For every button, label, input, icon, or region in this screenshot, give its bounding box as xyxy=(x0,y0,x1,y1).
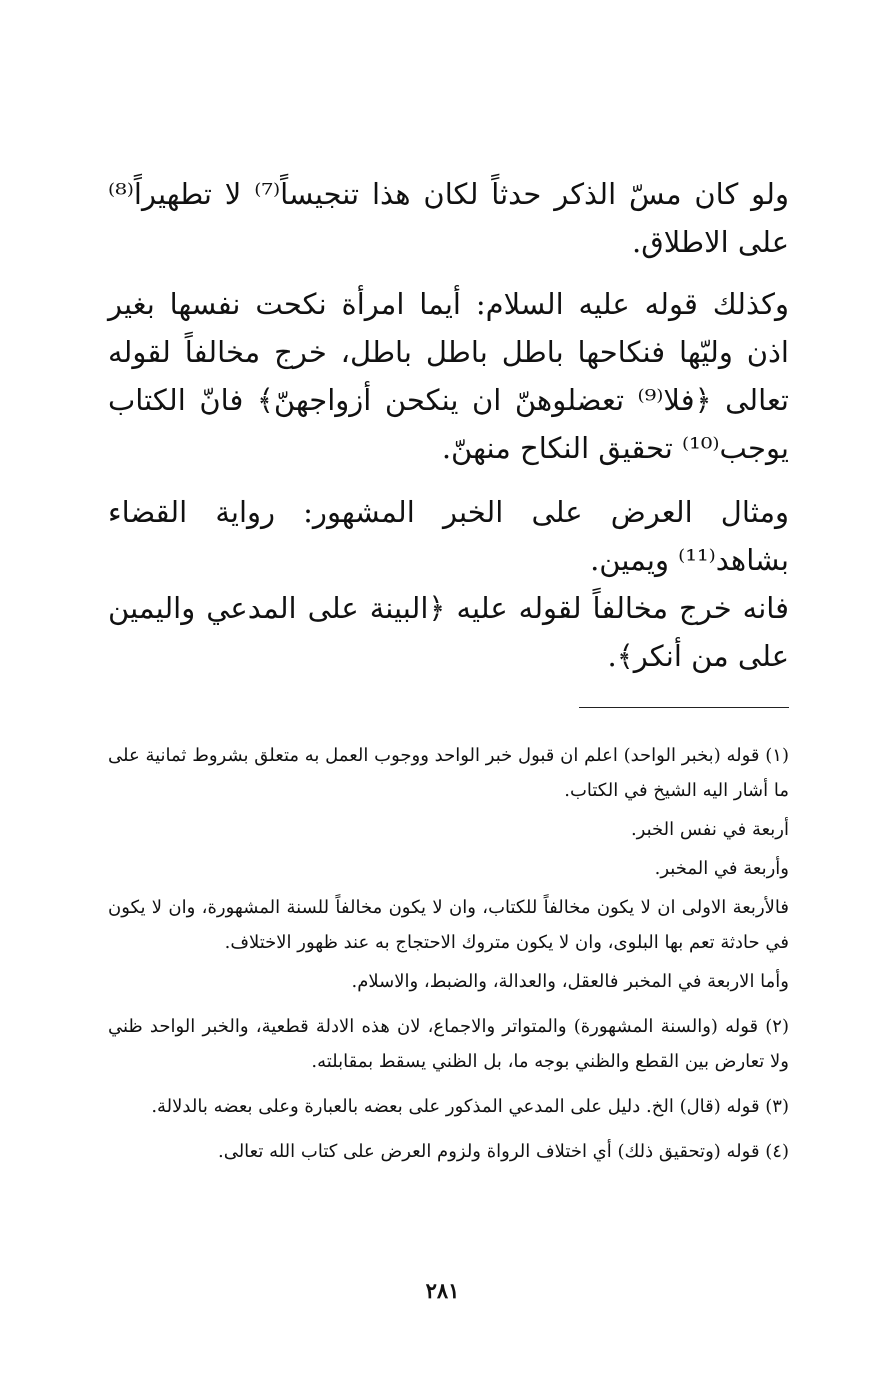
paragraph-1: ولو كان مسّ الذكر حدثاً لكان هذا تنجيساً⁽⁷⁾ لا تطهيراً⁽⁸⁾ على الاطلاق. xyxy=(108,177,790,259)
footnote-1-line-a: أربعة في نفس الخبر. xyxy=(630,819,789,840)
footnote-4: (٤) قوله (وتحقيق ذلك) أي اختلاف الرواة ولزوم العرض على كتاب الله تعالى. xyxy=(217,1141,789,1162)
main-text xyxy=(108,170,789,680)
footnote-3: (٣) قوله (قال) الخ. دليل على المدعي المذكور على بعضه بالعبارة وعلى بعضه بالدلالة. xyxy=(151,1096,789,1117)
paragraph-3: ومثال العرض على الخبر المشهور: رواية القضاء بشاهد⁽¹¹⁾ ويمين. xyxy=(108,495,789,577)
footnotes xyxy=(108,738,789,1179)
page-number: ٢٨١ xyxy=(425,1278,460,1303)
footnote-1-line-b: وأربعة في المخبر. xyxy=(654,858,789,879)
footnote-1-line-c: فالأربعة الاولى ان لا يكون مخالفاً للكتاب، وان لا يكون مخالفاً للسنة المشهورة، وان لا يكون في حادثة تعم بها البلوى، وان لا يكون متروك الاحتجاج به عند ظهور الاختلاف. xyxy=(108,897,789,953)
footnote-1: (١) قوله (بخبر الواحد) اعلم ان قبول خبر الواحد ووجوب العمل به متعلق بشروط ثمانية على ما أشار اليه الشيخ في الكتاب. xyxy=(108,745,789,801)
paragraph-2: وكذلك قوله عليه السلام: أيما امرأة نكحت نفسها بغير اذن وليّها فنكاحها باطل باطل باطل، خرج مخالفاً لقوله تعالى ﴿فلا⁽⁹⁾ تعضلوهنّ ان ينكحن أزواجهنّ﴾ فانّ الكتاب يوجب⁽¹⁰⁾ تحقيق النكاح منهنّ. xyxy=(108,287,790,465)
paragraph-4: فانه خرج مخالفاً لقوله عليه ﴿البينة على المدعي واليمين على من أنكر﴾. xyxy=(108,591,789,673)
footnote-divider xyxy=(579,707,789,708)
footnote-2: (٢) قوله (والسنة المشهورة) والمتواتر والاجماع، لان هذه الادلة قطعية، والخبر الواحد ظني ولا تعارض بين القطع والظني بوجه ما، بل الظني يسقط بمقابلته. xyxy=(108,1016,789,1072)
footnote-1-line-d: وأما الاربعة في المخبر فالعقل، والعدالة، والضبط، والاسلام. xyxy=(351,971,789,992)
